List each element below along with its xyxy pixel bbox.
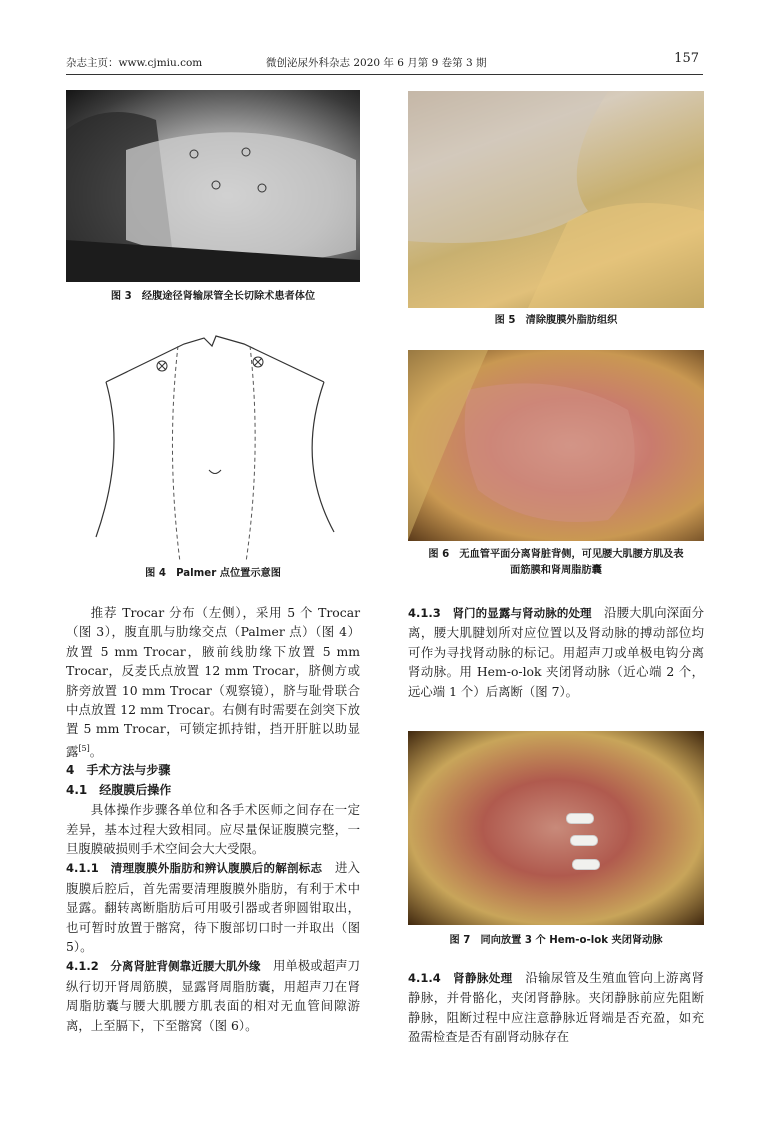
- running-header: [66, 51, 703, 75]
- figure-7-photo: [408, 731, 704, 925]
- figure-6-caption-line-2: 面筋膜和肾周脂肪囊: [510, 565, 602, 576]
- figure-6-caption-line-1: 图 6 无血管平面分离肾脏背侧，可见腰大肌腰方肌及表: [428, 549, 684, 560]
- trocar-text-end: 。: [89, 743, 103, 759]
- section-4-1-3-heading: 4.1.3 肾门的显露与肾动脉的处理: [408, 606, 592, 620]
- figure-4-caption: 图 4 Palmer 点位置示意图: [145, 568, 281, 579]
- section-4-1-4: [408, 968, 704, 1047]
- section-4-1-1-text: 进入腹膜后腔后，首先需要清理腹膜外脂肪，有利于术中显露。翻转离断脂肪后可用吸引器或者卵圆钳取出，也可暂时放置于髂窝，待下腹部切口时一并取出（图 5）。: [66, 860, 360, 955]
- figure-6-photo: [408, 350, 704, 541]
- hem-o-lok-clip: [570, 835, 598, 846]
- section-4-1-2-heading: 4.1.2 分离肾脏背侧靠近腰大肌外缘: [66, 959, 261, 974]
- figure-3-photo: [66, 90, 360, 282]
- page-number: 157: [674, 51, 699, 66]
- right-column-bottom: [408, 968, 704, 1047]
- figure-4-diagram: [66, 322, 360, 562]
- journal-homepage: 杂志主页：www.cjmiu.com: [66, 57, 203, 69]
- section-4-1-4-text: 沿输尿管及生殖血管向上游离肾静脉，并骨骼化，夹闭肾静脉。夹闭静脉前应先阻断静脉，阻断过程中应注意静脉近肾端是否充盈，如充盈需检查是否有副肾动脉存在: [408, 970, 704, 1045]
- section-4-1-1-heading: 4.1.1 清理腹膜外脂肪和辨认腹膜后的解剖标志: [66, 861, 323, 876]
- figure-3-caption: 图 3 经腹途径肾输尿管全长切除术患者体位: [110, 291, 316, 302]
- figure-7-caption: 图 7 同向放置 3 个 Hem-o-lok 夹闭肾动脉: [449, 935, 663, 946]
- section-4-1-3-text: 沿腰大肌向深面分离，腰大肌腱划所对应位置以及肾动脉的搏动部位均可作为寻找肾动脉的标记。用超声刀或单极电钩分离肾动脉。用 Hem-o-lok 夹闭肾动脉（近心端 2 个，远心端 1 个）后离断（图 7）。: [408, 605, 704, 699]
- journal-issue: 微创泌尿外科杂志 2020 年 6 月第 9 卷第 3 期: [266, 57, 487, 69]
- figure-6-caption: [408, 547, 704, 579]
- section-4-1-2-text: 用单极或超声刀纵行切开肾周筋膜，显露肾周脂肪囊，用超声刀在肾周脂肪囊与腰大肌腰方肌表面的相对无血管间隙游离，上至膈下，下至髂窝（图 6）。: [66, 958, 360, 1033]
- section-4-1-2: [66, 956, 360, 1035]
- hem-o-lok-clip: [572, 859, 600, 870]
- trocar-paragraph: [66, 603, 360, 761]
- section-4-1-heading: 4.1 经腹膜后操作: [66, 782, 172, 797]
- figure-5-caption: 图 5 清除腹膜外脂肪组织: [494, 315, 618, 326]
- right-column-top: [408, 603, 704, 701]
- section-4-1-paragraph: 具体操作步骤各单位和各手术医师之间存在一定差异，基本过程大致相同。应尽量保证腹膜完整，一旦腹膜破损则手术空间会大大受限。: [66, 802, 360, 856]
- section-4-heading: 4 手术方法与步骤: [66, 763, 171, 778]
- section-4-1-1: [66, 858, 360, 956]
- section-4-1-3: [408, 603, 704, 701]
- left-column: [66, 603, 360, 1035]
- citation-ref: [5]: [78, 743, 90, 753]
- trocar-text: 推荐 Trocar 分布（左侧），采用 5 个 Trocar（图 3），腹直肌与肋缘交点（Palmer 点）（图 4）放置 5 mm Trocar，腋前线肋缘下放置 5 mm Trocar，反麦氏点放置 12 mm Trocar，脐侧方或脐旁放置 10 mm Trocar（观察镜），脐与耻骨联合中点放置 12 mm Trocar。右侧有时需要在剑突下放置 5 mm Trocar，可锁定抓持钳，挡开肝脏以助显露: [66, 605, 360, 759]
- hem-o-lok-clip: [566, 813, 594, 824]
- section-4-1-4-heading: 4.1.4 肾静脉处理: [408, 971, 513, 985]
- header-rule: [66, 74, 703, 75]
- figure-5-photo: [408, 91, 704, 308]
